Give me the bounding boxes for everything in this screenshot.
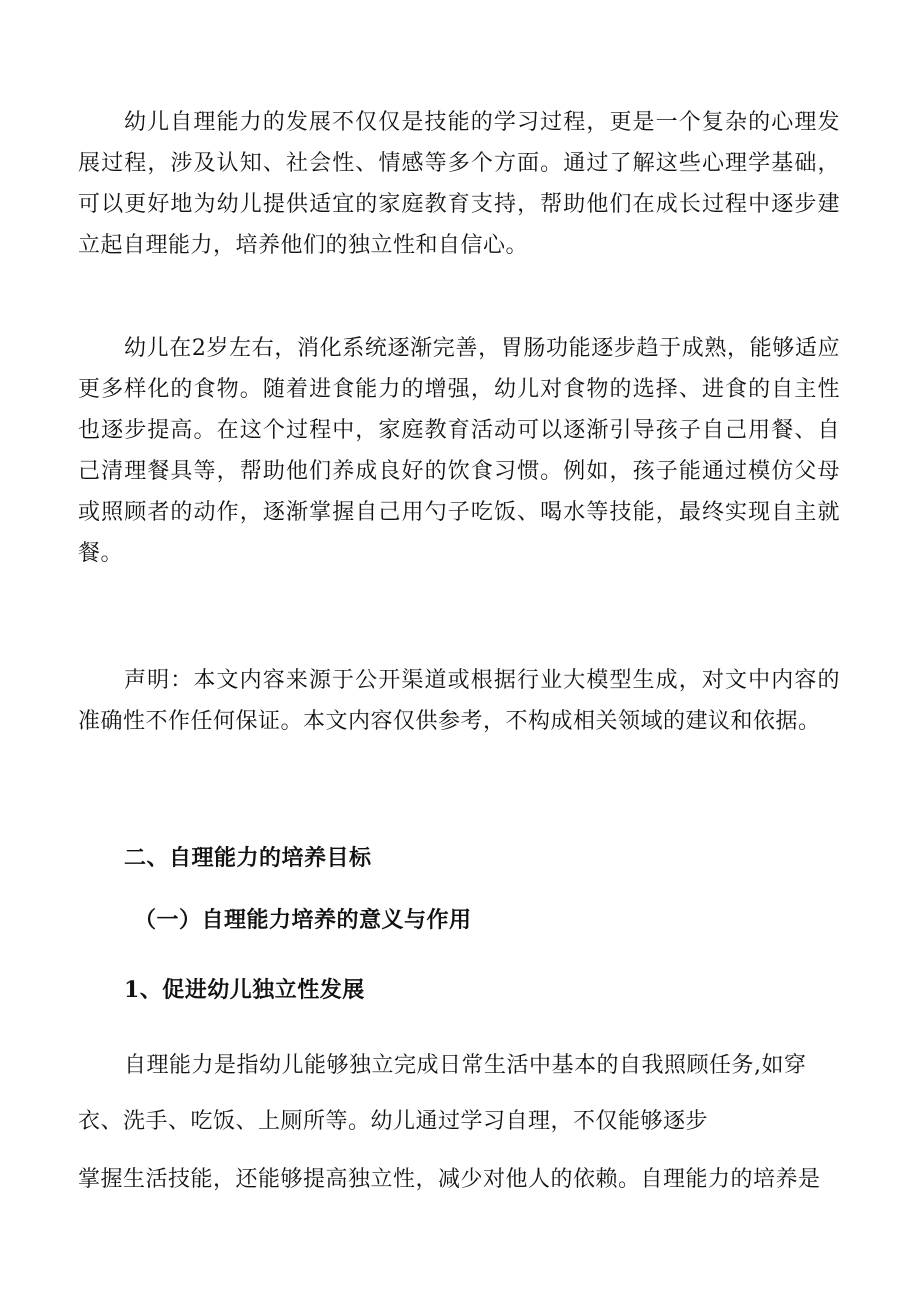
item-heading: 1、促进幼儿独立性发展: [124, 977, 365, 1003]
paragraph-disclaimer: 声明：本文内容来源于公开渠道或根据行业大模型生成，对文中内容的准确性不作任何保证。本文内容仅供参考，不构成相关领域的建议和依据。: [78, 668, 840, 734]
paragraph-eating-development: 幼儿在2岁左右，消化系统逐渐完善，胃肠功能逐步趋于成熟，能够适应更多样化的食物。随着进食能力的增强，幼儿对食物的选择、进食的自主性也逐步提高。在这个过程中，家庭教育活动可以逐渐引导孩子自己用餐、自己清理餐具等，帮助他们养成良好的饮食习惯。例如，孩子能通过模仿父母或照顾者的动作，逐渐掌握自己用勺子吃饭、喝水等技能，最终实现自主就餐。: [78, 336, 840, 566]
subsection-heading: （一）自理能力培养的意义与作用: [134, 907, 472, 933]
paragraph-self-care-psychology: 幼儿自理能力的发展不仅仅是技能的学习过程，更是一个复杂的心理发展过程，涉及认知、社会性、情感等多个方面。通过了解这些心理学基础，可以更好地为幼儿提供适宜的家庭教育支持，帮助他们在成长过程中逐步建立起自理能力，培养他们的独立性和自信心。: [78, 110, 840, 258]
final-paragraph-line-3: 掌握生活技能，还能够提高独立性，减少对他人的依赖。自理能力的培养是: [78, 1167, 821, 1192]
final-paragraph-line-1: 自理能力是指幼儿能够独立完成日常生活中基本的自我照顾任务,如穿: [124, 1053, 807, 1078]
section-heading: 二、自理能力的培养目标: [124, 845, 372, 871]
final-paragraph-line-2: 衣、洗手、吃饭、上厕所等。幼儿通过学习自理，不仅能够逐步: [78, 1109, 709, 1134]
